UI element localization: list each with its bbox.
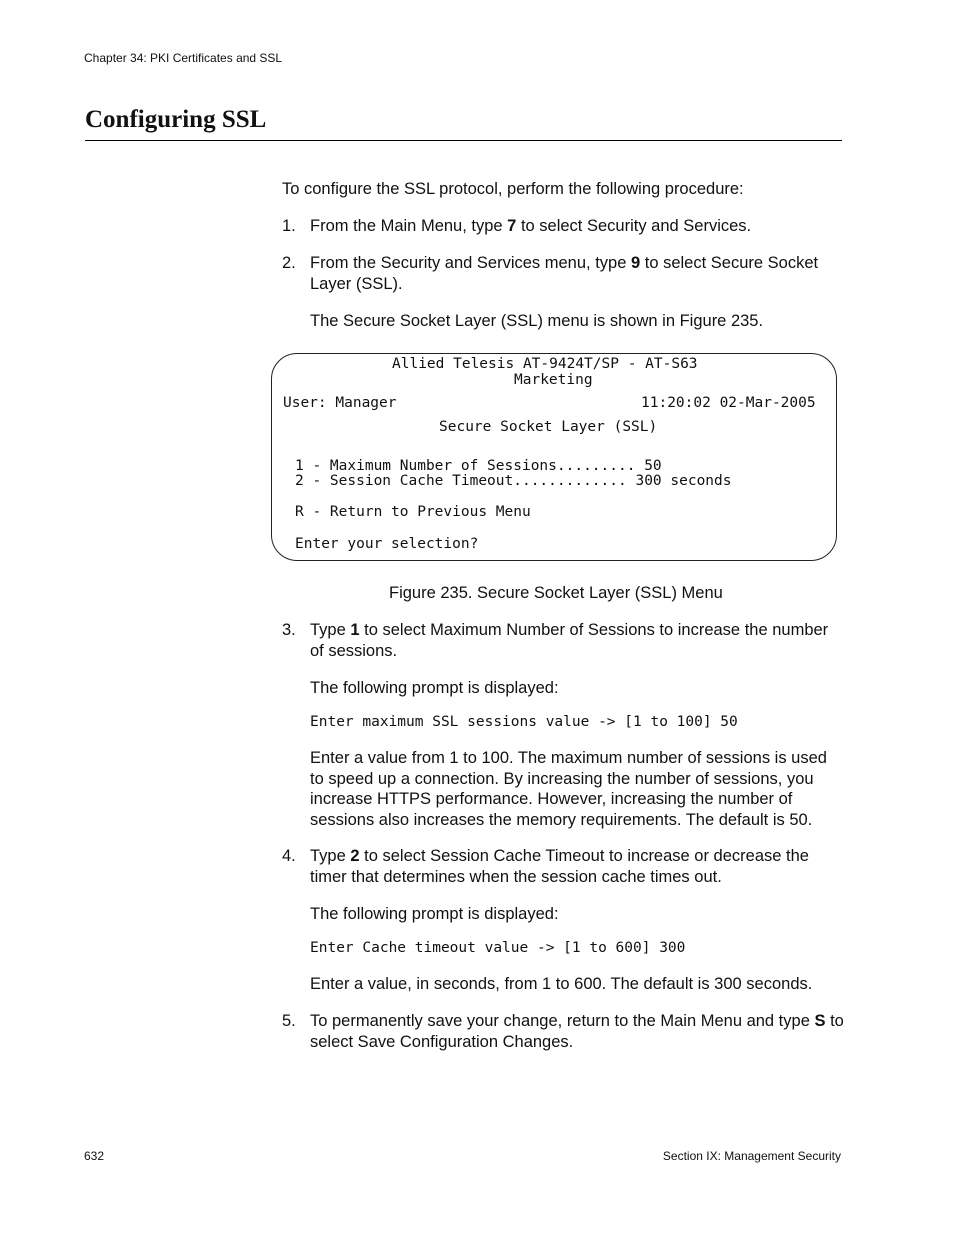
step-text: To permanently save your change, return to the Main Menu and type S to select Save Configuration Changes. <box>310 1012 844 1051</box>
step-key: 1 <box>350 621 360 639</box>
step-text: From the Main Menu, type 7 to select Security and Services. <box>310 217 752 235</box>
step-key: 7 <box>507 217 517 235</box>
terminal-datetime: 11:20:02 02-Mar-2005 <box>641 395 816 411</box>
step-text: Type 1 to select Maximum Number of Sessions to increase the number of sessions. <box>310 621 829 660</box>
step-text: Type 2 to select Session Cache Timeout to increase or decrease the timer that determines when the session cache times out. <box>310 847 809 886</box>
terminal-return-option: R - Return to Previous Menu <box>295 504 531 520</box>
title-rule <box>85 140 842 141</box>
terminal-user: User: Manager <box>283 395 397 411</box>
step-2 <box>282 253 844 294</box>
cli-prompt: Enter maximum SSL sessions value -> [1 to 100] 50 <box>310 714 738 730</box>
prompt-intro: The following prompt is displayed: <box>310 679 559 697</box>
step-5 <box>282 1011 844 1052</box>
step-number: 3. <box>282 621 296 639</box>
cli-prompt: Enter Cache timeout value -> [1 to 600] 300 <box>310 940 686 956</box>
step-explanation: Enter a value, in seconds, from 1 to 600. The default is 300 seconds. <box>310 975 813 993</box>
section-title: Configuring SSL <box>85 106 267 133</box>
figure-reference: The Secure Socket Layer (SSL) menu is shown in Figure 235. <box>310 312 764 330</box>
intro-paragraph: To configure the SSL protocol, perform the following procedure: <box>282 180 744 198</box>
step-3 <box>282 620 844 661</box>
terminal-option-2: 2 - Session Cache Timeout............. 300 seconds <box>295 473 732 489</box>
step-4 <box>282 846 844 887</box>
step-1 <box>282 216 844 237</box>
step-key: 9 <box>630 254 641 272</box>
terminal-option-1: 1 - Maximum Number of Sessions......... 50 <box>295 458 662 474</box>
running-head: Chapter 34: PKI Certificates and SSL <box>84 51 283 65</box>
step-number: 5. <box>282 1012 296 1030</box>
terminal-menu-title: Secure Socket Layer (SSL) <box>439 419 658 435</box>
terminal-prompt: Enter your selection? <box>295 536 479 552</box>
figure-caption: Figure 235. Secure Socket Layer (SSL) Menu <box>389 584 723 602</box>
step-key: 2 <box>350 847 360 865</box>
step-text: From the Security and Services menu, type 9 to select Secure Socket Layer (SSL). <box>310 254 819 293</box>
terminal-location: Marketing <box>514 372 593 388</box>
step-key: S <box>814 1012 826 1030</box>
step-explanation: Enter a value from 1 to 100. The maximum number of sessions is used to speed up a connection. By increasing the number of sessions, you increase HTTPS performance. However, increasing the number of sessions also increases the memory requirements. The default is 50. <box>310 749 827 829</box>
step-number: 1. <box>282 217 296 235</box>
terminal-screen <box>271 353 837 561</box>
step-number: 2. <box>282 254 296 272</box>
step-number: 4. <box>282 847 296 865</box>
page-number: 632 <box>84 1149 105 1163</box>
terminal-device: Allied Telesis AT-9424T/SP - AT-S63 <box>392 356 698 372</box>
prompt-intro: The following prompt is displayed: <box>310 905 559 923</box>
footer-section: Section IX: Management Security <box>662 1149 841 1163</box>
